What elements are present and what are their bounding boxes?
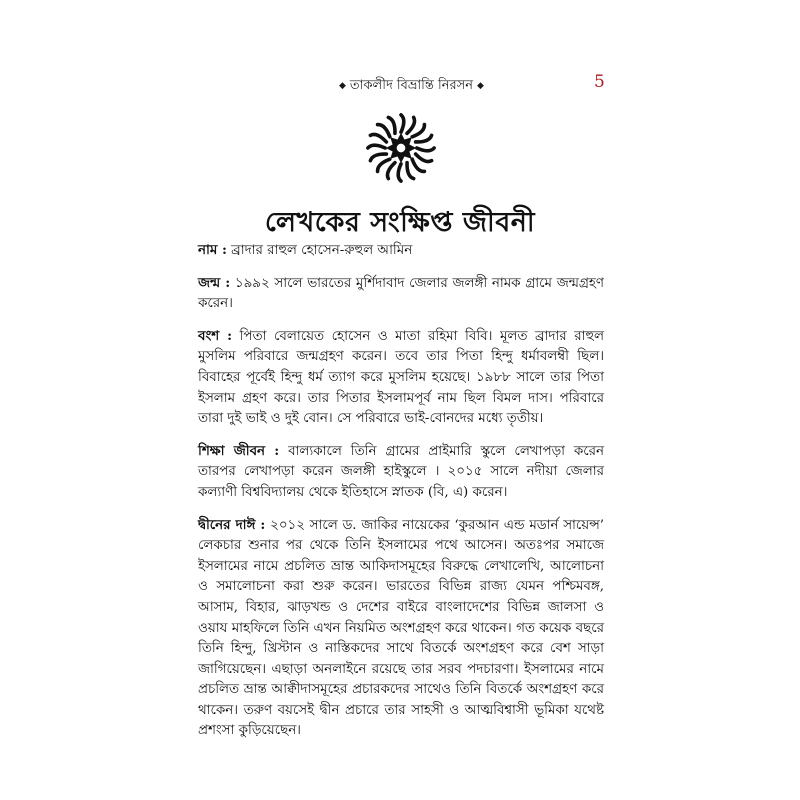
page-number: 5 bbox=[594, 72, 605, 92]
paragraph-text: ১৯৯২ সালে ভারতের মুর্শিদাবাদ জেলার জলঙ্গী নামক গ্রামে জন্মগ্রহণ করেন। bbox=[198, 275, 604, 312]
paragraph-text: বাল্যকালে তিনি গ্রামের প্রাইমারি স্কুলে লেখাপড়া করেন তারপর লেখাপড়া করেন জলঙ্গী হাইস্কুলে । ২০১৫ সালে নদীয়া জেলার কল্যাণী বিশ্ববিদ্যালয় থেকে ইতিহাসে স্নাতক (বি, এ) করেন। bbox=[198, 443, 604, 500]
paragraph-label: জন্ম : bbox=[198, 274, 231, 291]
biography-text bbox=[198, 240, 604, 753]
diamond-right-icon: ◆ bbox=[476, 81, 484, 91]
paragraph-birth bbox=[198, 273, 604, 315]
paragraph-dawah bbox=[198, 515, 604, 743]
diamond-left-icon: ◆ bbox=[339, 81, 346, 91]
paragraph-label: দ্বীনের দাঈ : bbox=[198, 516, 266, 533]
decorative-star-medallion-icon bbox=[365, 112, 437, 184]
running-header bbox=[335, 76, 488, 97]
paragraph-label: শিক্ষা জীবন : bbox=[198, 442, 280, 459]
chapter-title: লেখকের সংক্ষিপ্ত জীবনী bbox=[264, 207, 536, 238]
paragraph-text: ব্রাদার রাহুল হোসেন-রুহুল আমিন bbox=[226, 243, 413, 258]
paragraph-education bbox=[198, 441, 604, 504]
paragraph-text: ২০১২ সালে ড. জাকির নায়েকের ‘কুরআন এন্ড মডার্ন সায়েন্স’ লেকচার শুনার পর থেকে তিনি ইসলামের পথে আসেন। অতঃপর সমাজে ইসলামের নামে প্রচলিত ভ্রান্ত আকিদাসমূহের বিরুদ্ধে লেখালেখি, আলোচনা ও সমালোচনা করা শুরু করেন। ভারতের বিভিন্ন রাজ্য যেমন পশ্চিমবঙ্গ, আসাম, বিহার, ঝাড়খন্ড ও দেশের বাইরে বাংলাদেশের বিভিন্ন জালসা ও ওয়ায মাহফিলে তিনি এখন নিয়মিত অংশগ্রহণ করে থাকেন। গত কয়েক বছরে তিনি হিন্দু, খ্রিস্টান ও নাস্তিকদের সাথে বিতর্কে অংশগ্রহণ করে বেশ সাড়া জাগিয়েছেন। এছাড়া অনলাইনে রয়েছে তার সরব পদচারণা। ইসলামের নামে প্রচলিত ভ্রান্ত আক্বীদাসমূহের প্রচারকদের সাথেও তিনি বিতর্কে অংশগ্রহণ করে থাকেন। তরুণ বয়সেই দ্বীন প্রচারে তার সাহসী ও আত্মবিশ্বাসী ভূমিকা যথেষ্ট প্রশংসা কুড়িয়েছেন। bbox=[198, 517, 604, 739]
paragraph-name bbox=[198, 240, 604, 262]
paragraph-lineage bbox=[198, 326, 604, 430]
paragraph-text: পিতা বেলায়েত হোসেন ও মাতা রহিমা বিবি। মূলত ব্রাদার রাহুল মুসলিম পরিবারে জন্মগ্রহণ করেন। তবে তার পিতা হিন্দু ধর্মাবলম্বী ছিল। বিবাহের পূর্বেই হিন্দু ধর্ম ত্যাগ করে মুসলিম হয়েছে। ১৯৮৮ সালে তার পিতা ইসলাম গ্রহণ করে। তার পিতার ইসলামপূর্ব নাম ছিল বিমল দাস। পরিবারে তারা দুই ভাই ও দুই বোন। সে পরিবারে ভাই-বোনদের মধ্যে তৃতীয়। bbox=[198, 328, 604, 427]
paragraph-label: বংশ : bbox=[198, 327, 233, 344]
running-title: তাকলীদ বিভ্রান্তি নিরসন bbox=[349, 78, 473, 93]
paragraph-label: নাম : bbox=[198, 242, 227, 258]
